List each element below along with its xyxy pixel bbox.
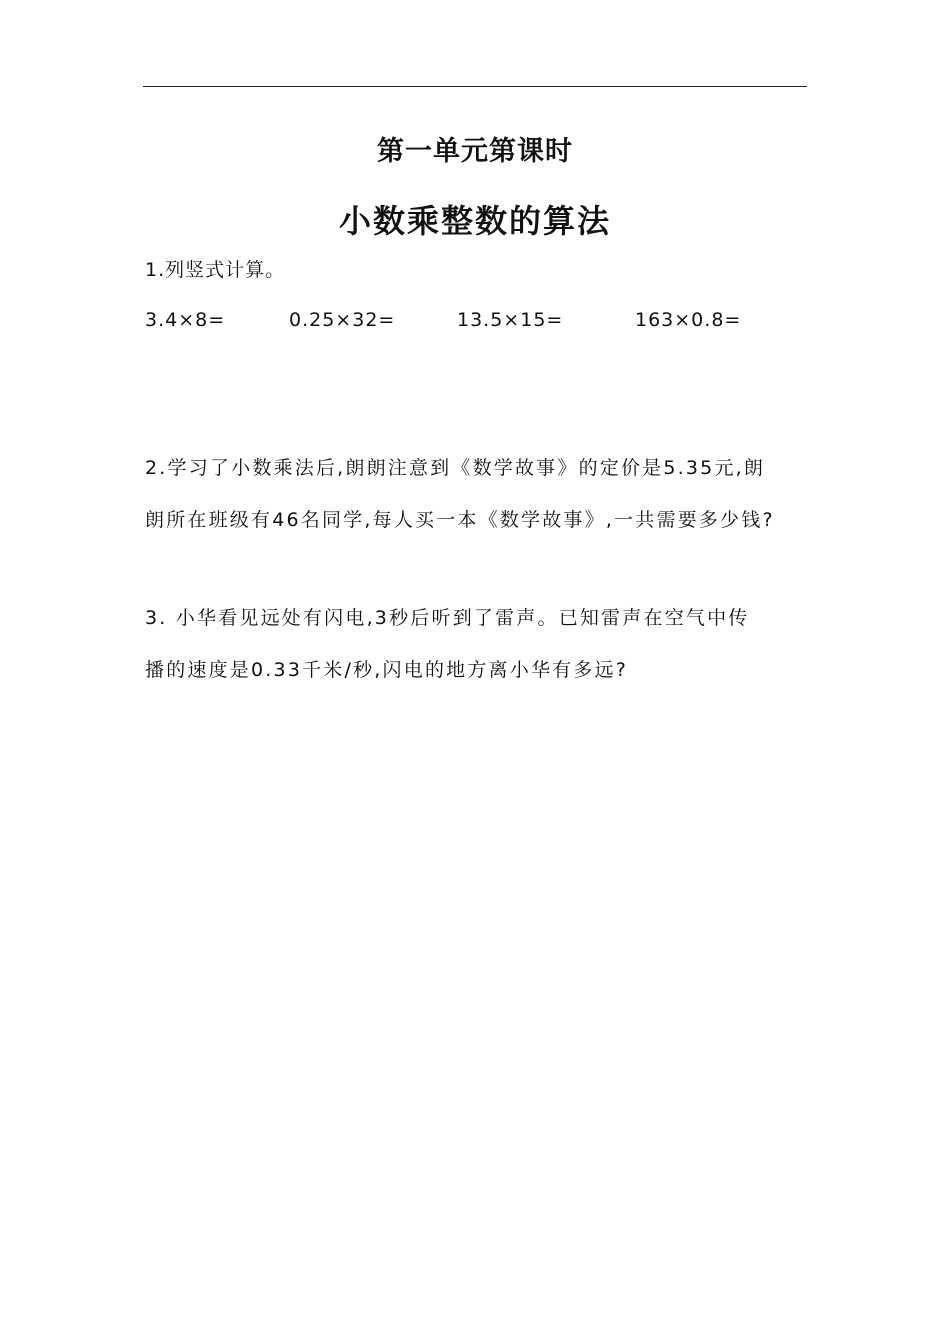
question-2 (145, 442, 810, 546)
question-1-label: 1.列竖式计算。 (145, 259, 286, 281)
calculation-item: 163×0.8= (635, 309, 742, 331)
question-3 (145, 592, 810, 696)
calculation-item: 3.4×8= (145, 309, 226, 331)
calculation-item: 13.5×15= (457, 309, 564, 331)
unit-title: 第一单元第课时 (377, 136, 573, 167)
header-rule (143, 86, 807, 87)
topic-title: 小数乘整数的算法 (338, 202, 611, 240)
calculation-row (145, 306, 805, 334)
question-3-line: 播的速度是0.33千米/秒,闪电的地方离小华有多远? (145, 659, 629, 681)
question-2-line: 朗所在班级有46名同学,每人买一本《数学故事》,一共需要多少钱? (145, 509, 775, 531)
calculation-item: 0.25×32= (289, 309, 396, 331)
question-2-line: 2.学习了小数乘法后,朗朗注意到《数学故事》的定价是5.35元,朗 (145, 457, 766, 479)
question-3-line: 3. 小华看见远处有闪电,3秒后听到了雷声。已知雷声在空气中传 (145, 607, 750, 629)
